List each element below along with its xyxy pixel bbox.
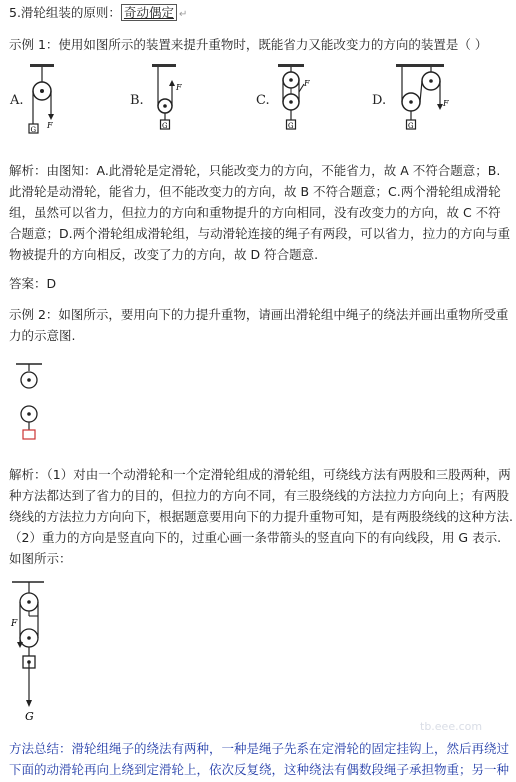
svg-text:G: G: [25, 710, 34, 723]
figure-a-fixed-pulley: [28, 62, 78, 137]
option-c-label: C.: [256, 93, 270, 108]
heading-prefix: 5.滑轮组装的原则：: [9, 5, 121, 20]
example2-question: [9, 304, 507, 346]
method-summary: [9, 738, 510, 780]
example1-answer: 答案：D: [9, 276, 57, 291]
analysis-line: 物被提升的方向相反，改变了力的方向，故 D 符合题意.: [9, 247, 319, 262]
figure-d-pulley-block: [394, 62, 454, 137]
analysis-line: 合题意；D.两个滑轮组成滑轮组，与动滑轮连接的绳子有两段，可以省力，拉力的方向与重: [9, 226, 511, 241]
svg-text:F: F: [176, 83, 182, 92]
summary-line: 方法总结：滑轮组绳子的绕法有两种，一种是绳子先系在定滑轮的固定挂钩上，然后再绕过: [9, 741, 510, 756]
svg-text:G: G: [162, 122, 168, 130]
analysis-line: （2）重力的方向是竖直向下的，过重心画一条带箭头的竖直向下的有向线段，用 G 表示.: [9, 530, 502, 545]
analysis-line: 解析：由图知：A.此滑轮是定滑轮，只能改变力的方向，不能省力，故 A 不符合题意；B.: [9, 163, 501, 178]
analysis-line: 种方法都达到了省力的目的，但拉力的方向不同，有三股绕线的方法拉力方向向上；有两股: [9, 488, 510, 503]
summary-line: 下面的动滑轮再向上绕到定滑轮上，依次反复绕，这种绕法有偶数段绳子承担物重；另一种: [9, 762, 510, 777]
figure-b-movable-pulley: [150, 62, 200, 137]
analysis-line: 此滑轮是动滑轮，能省力，但不能改变力的方向，故 B 不符合题意；C.两个滑轮组成滑轮: [9, 184, 501, 199]
analysis-line: 如图所示：: [9, 551, 72, 566]
return-mark: ↵: [178, 9, 188, 20]
analysis-line: 解析：（1）对由一个动滑轮和一个定滑轮组成的滑轮组，可绕线方法有两股和三股两种，两: [9, 467, 511, 482]
svg-text:F: F: [47, 121, 53, 130]
example2-analysis: [9, 464, 513, 569]
example1-analysis: [9, 160, 511, 265]
question-line: 示例 2：如图所示，要用向下的力提升重物，请画出滑轮组中绳子的绕法并画出重物所受重: [9, 307, 509, 322]
example1-question: 示例 1：使用如图所示的装置来提升重物时，既能省力又能改变力的方向的装置是（ ）: [9, 37, 488, 52]
section-heading: [9, 5, 187, 23]
option-d-label: D.: [372, 93, 387, 108]
analysis-line: 绕线的方法拉力方向向下，根据题意要用向下的力提升重物可知，是有两股绕线的这种方法.: [9, 509, 513, 524]
option-b-label: B.: [130, 93, 144, 108]
svg-text:F: F: [11, 619, 18, 629]
svg-text:G: G: [30, 126, 37, 134]
svg-text:F: F: [443, 99, 449, 108]
svg-text:G: G: [408, 122, 414, 130]
question-line: 力的示意图.: [9, 328, 76, 343]
example2-problem-figure: [14, 362, 54, 447]
figure-c-pulley-block: [276, 62, 326, 137]
analysis-line: 组，虽然可以省力，但拉力的方向和重物提升的方向相同，没有改变力的方向，故 C 不符: [9, 205, 501, 220]
svg-text:G: G: [288, 122, 294, 130]
example2-solution-figure: [10, 580, 60, 730]
option-a-label: A.: [10, 93, 24, 108]
heading-principle: 奇动偶定: [121, 4, 177, 21]
watermark: tb.eee.com: [420, 720, 483, 733]
svg-text:F: F: [304, 79, 310, 88]
